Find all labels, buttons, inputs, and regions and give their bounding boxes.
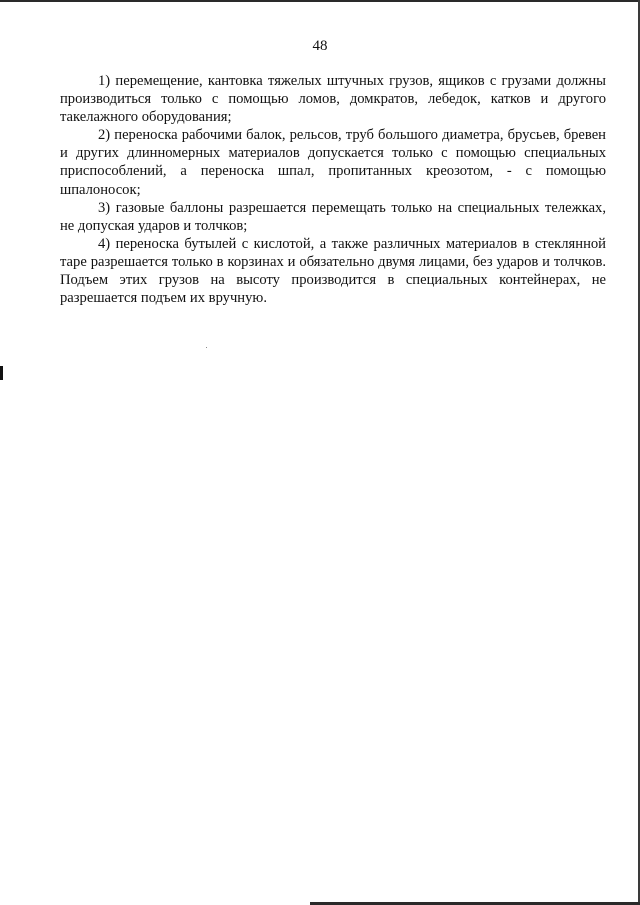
- scan-speck: [206, 347, 207, 348]
- paragraph-4: 4) переноска бутылей с кислотой, а также различных материалов в стеклянной таре разрешается только в корзинах и обязательно двумя лицами, без ударов и толчков. Подъем этих грузов на высоту производится в специальных контейнерах, не разрешается подъем их вручную.: [60, 235, 606, 307]
- paragraph-1: 1) перемещение, кантовка тяжелых штучных грузов, ящиков с грузами должны производиться только с помощью ломов, домкратов, лебедок, катков и другого такелажного оборудования;: [60, 73, 606, 126]
- scan-edge-top: [0, 0, 640, 2]
- document-body: [60, 72, 606, 307]
- margin-mark: [0, 366, 3, 380]
- paragraph-3: 3) газовые баллоны разрешается перемещать только на специальных тележках, не допуская ударов и толчков;: [60, 199, 606, 234]
- page-number: 48: [312, 38, 328, 54]
- paragraph-2: 2) переноска рабочими балок, рельсов, труб большого диаметра, брусьев, бревен и других длинномерных материалов допускается только с помощью специальных приспособлений, а переноска шпал, пропитанных креозотом, - с помощью шпалоносок;: [60, 127, 606, 198]
